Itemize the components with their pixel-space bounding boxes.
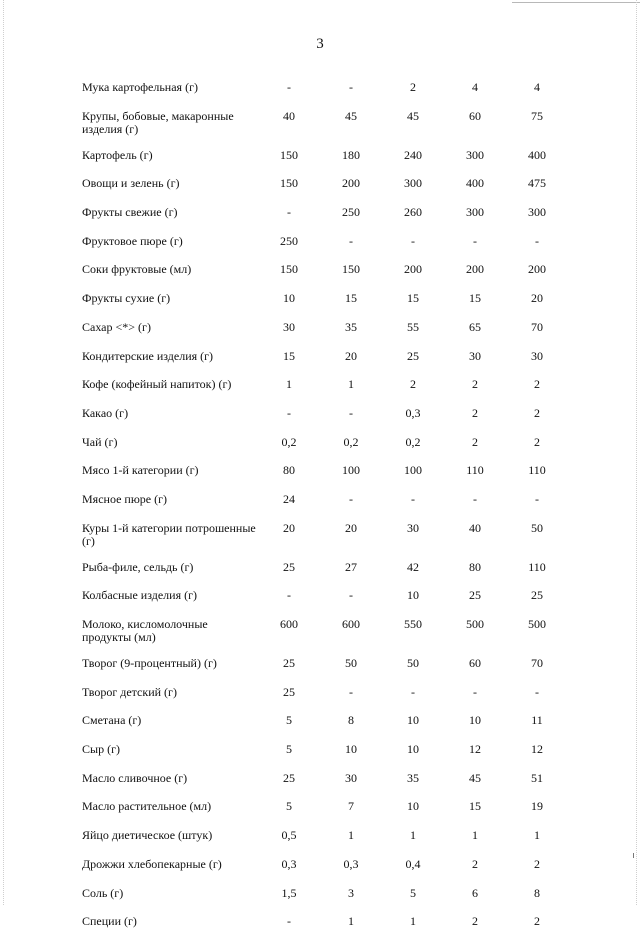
value-cell: - bbox=[535, 491, 539, 506]
value-cell: 110 bbox=[528, 559, 546, 574]
value-cell: 40 bbox=[469, 520, 481, 535]
value-cell: 0,2 bbox=[405, 434, 421, 449]
value-cell: 10 bbox=[345, 742, 357, 757]
value-cell: 30 bbox=[283, 319, 295, 334]
value-cell: 12 bbox=[531, 742, 543, 757]
table-row bbox=[82, 403, 568, 432]
value-cell: 2 bbox=[410, 80, 416, 94]
table-row bbox=[82, 518, 568, 557]
product-name-cell: Сметана (г) bbox=[82, 713, 142, 728]
value-cell: 3 bbox=[348, 885, 354, 900]
value-cell: 1 bbox=[348, 828, 354, 843]
value-cell: 80 bbox=[469, 559, 481, 574]
value-cell: - bbox=[473, 684, 477, 699]
table-row bbox=[82, 739, 568, 768]
value-cell: 100 bbox=[342, 463, 360, 478]
table-row bbox=[82, 585, 568, 614]
value-cell: 500 bbox=[466, 617, 484, 631]
value-cell: 24 bbox=[283, 491, 295, 506]
value-cell: 42 bbox=[407, 559, 419, 574]
product-name-cell: Творог (9-процентный) (г) bbox=[82, 656, 217, 670]
value-cell: 2 bbox=[534, 405, 540, 420]
value-cell: 110 bbox=[528, 463, 546, 478]
value-cell: 180 bbox=[342, 147, 360, 162]
value-cell: 15 bbox=[283, 348, 295, 363]
product-name-cell: Мука картофельная (г) bbox=[82, 80, 198, 94]
value-cell: 2 bbox=[534, 914, 540, 929]
product-name-cell: Сахар <*> (г) bbox=[82, 319, 151, 334]
value-cell: 5 bbox=[286, 799, 292, 814]
value-cell: 2 bbox=[472, 914, 478, 929]
value-cell: 150 bbox=[280, 147, 298, 162]
product-name-cell: Мясное пюре (г) bbox=[82, 491, 168, 506]
value-cell: 1 bbox=[348, 377, 354, 392]
value-cell: 10 bbox=[469, 713, 481, 728]
table-row bbox=[82, 557, 568, 586]
value-cell: 50 bbox=[531, 520, 543, 535]
value-cell: 400 bbox=[466, 176, 484, 191]
product-name-cell: Творог детский (г) bbox=[82, 684, 177, 699]
product-name-cell: Специи (г) bbox=[82, 914, 137, 929]
value-cell: 40 bbox=[283, 108, 295, 123]
value-cell: 10 bbox=[407, 742, 419, 757]
value-cell: 250 bbox=[342, 205, 360, 220]
value-cell: 30 bbox=[345, 770, 357, 785]
product-name-cell: Мясо 1-й категории (г) bbox=[82, 463, 199, 478]
value-cell: 30 bbox=[469, 348, 481, 363]
value-cell: 45 bbox=[469, 770, 481, 785]
value-cell: 1 bbox=[348, 914, 354, 929]
product-name-cell: Овощи и зелень (г) bbox=[82, 176, 180, 191]
value-cell: 45 bbox=[407, 108, 419, 123]
value-cell: 25 bbox=[469, 588, 481, 603]
value-cell: 50 bbox=[345, 656, 357, 670]
value-cell: 25 bbox=[531, 588, 543, 603]
value-cell: - bbox=[349, 491, 353, 506]
product-name-cell: Фрукты свежие (г) bbox=[82, 205, 178, 220]
value-cell: 2 bbox=[534, 377, 540, 392]
value-cell: 20 bbox=[345, 520, 357, 535]
value-cell: 550 bbox=[404, 617, 422, 631]
value-cell: 1,5 bbox=[281, 885, 297, 900]
value-cell: 110 bbox=[466, 463, 484, 478]
value-cell: 11 bbox=[531, 713, 543, 728]
value-cell: 8 bbox=[348, 713, 354, 728]
value-cell: 30 bbox=[407, 520, 419, 535]
value-cell: 15 bbox=[345, 291, 357, 306]
table-row bbox=[82, 911, 568, 940]
value-cell: 200 bbox=[342, 176, 360, 191]
value-cell: 0,4 bbox=[405, 856, 421, 871]
table-row bbox=[82, 854, 568, 883]
value-cell: 1 bbox=[534, 828, 540, 843]
value-cell: - bbox=[411, 491, 415, 506]
value-cell: 240 bbox=[404, 147, 422, 162]
value-cell: 200 bbox=[528, 262, 546, 277]
value-cell: 475 bbox=[528, 176, 546, 191]
value-cell: 0,2 bbox=[343, 434, 359, 449]
table-row bbox=[82, 288, 568, 317]
table-row bbox=[82, 317, 568, 346]
value-cell: 2 bbox=[472, 434, 478, 449]
value-cell: 10 bbox=[407, 713, 419, 728]
value-cell: - bbox=[287, 205, 291, 220]
value-cell: 45 bbox=[345, 108, 357, 123]
value-cell: 2 bbox=[472, 856, 478, 871]
value-cell: 5 bbox=[286, 713, 292, 728]
table-row bbox=[82, 106, 568, 145]
value-cell: 12 bbox=[469, 742, 481, 757]
value-cell: 150 bbox=[342, 262, 360, 277]
product-name-cell: Картофель (г) bbox=[82, 147, 153, 162]
value-cell: 600 bbox=[280, 617, 298, 631]
product-name-cell: Масло растительное (мл) bbox=[82, 799, 212, 814]
product-name-cell: Соль (г) bbox=[82, 885, 124, 900]
value-cell: 300 bbox=[528, 205, 546, 220]
product-name-cell: Кофе (кофейный напиток) (г) bbox=[82, 377, 232, 392]
value-cell: 55 bbox=[407, 319, 419, 334]
value-cell: 600 bbox=[342, 617, 360, 631]
table-body bbox=[82, 77, 568, 940]
value-cell: 4 bbox=[534, 80, 540, 94]
value-cell: 25 bbox=[283, 770, 295, 785]
product-name-cell: Колбасные изделия (г) bbox=[82, 588, 198, 603]
table-row bbox=[82, 346, 568, 375]
value-cell: - bbox=[535, 684, 539, 699]
table-row bbox=[82, 145, 568, 174]
value-cell: 4 bbox=[472, 80, 478, 94]
value-cell: 2 bbox=[472, 377, 478, 392]
value-cell: 0,2 bbox=[281, 434, 297, 449]
table-row bbox=[82, 374, 568, 403]
product-name-cell: Дрожжи хлебопекарные (г) bbox=[82, 856, 222, 871]
product-name-cell: Молоко, кисломолочные продукты (мл) bbox=[82, 617, 208, 644]
value-cell: 2 bbox=[534, 856, 540, 871]
value-cell: 500 bbox=[528, 617, 546, 631]
value-cell: 300 bbox=[466, 205, 484, 220]
value-cell: 15 bbox=[407, 291, 419, 306]
value-cell: 60 bbox=[469, 656, 481, 670]
value-cell: - bbox=[473, 233, 477, 248]
table-row bbox=[82, 489, 568, 518]
value-cell: 25 bbox=[407, 348, 419, 363]
value-cell: 2 bbox=[534, 434, 540, 449]
table-row bbox=[82, 231, 568, 260]
table-row bbox=[82, 710, 568, 739]
value-cell: 8 bbox=[534, 885, 540, 900]
food-norms-table bbox=[82, 77, 568, 940]
value-cell: - bbox=[287, 914, 291, 929]
value-cell: 0,3 bbox=[405, 405, 421, 420]
value-cell: 70 bbox=[531, 656, 543, 670]
product-name-cell: Яйцо диетическое (штук) bbox=[82, 828, 213, 843]
table-row bbox=[82, 682, 568, 711]
value-cell: 70 bbox=[531, 319, 543, 334]
value-cell: 260 bbox=[404, 205, 422, 220]
value-cell: 10 bbox=[283, 291, 295, 306]
table-row bbox=[82, 825, 568, 854]
value-cell: 25 bbox=[283, 656, 295, 670]
table-row bbox=[82, 653, 568, 682]
page-number: 3 bbox=[316, 36, 324, 52]
value-cell: 150 bbox=[280, 262, 298, 277]
value-cell: 30 bbox=[531, 348, 543, 363]
value-cell: 35 bbox=[345, 319, 357, 334]
value-cell: 7 bbox=[348, 799, 354, 814]
table-row bbox=[82, 796, 568, 825]
value-cell: - bbox=[473, 491, 477, 506]
value-cell: 35 bbox=[407, 770, 419, 785]
product-name-cell: Какао (г) bbox=[82, 405, 129, 420]
value-cell: 6 bbox=[472, 885, 478, 900]
value-cell: 1 bbox=[410, 914, 416, 929]
table-row bbox=[82, 259, 568, 288]
table-row bbox=[82, 202, 568, 231]
value-cell: 65 bbox=[469, 319, 481, 334]
value-cell: - bbox=[411, 233, 415, 248]
product-name-cell: Рыба-филе, сельдь (г) bbox=[82, 559, 194, 574]
top-edge-rule bbox=[512, 2, 640, 3]
value-cell: 10 bbox=[407, 799, 419, 814]
value-cell: 27 bbox=[345, 559, 357, 574]
value-cell: 2 bbox=[472, 405, 478, 420]
value-cell: 51 bbox=[531, 770, 543, 785]
value-cell: 25 bbox=[283, 559, 295, 574]
value-cell: 80 bbox=[283, 463, 295, 478]
right-margin-dots bbox=[636, 0, 637, 905]
value-cell: 60 bbox=[469, 108, 481, 123]
value-cell: 15 bbox=[469, 291, 481, 306]
value-cell: 0,3 bbox=[343, 856, 359, 871]
table-row bbox=[82, 768, 568, 797]
value-cell: 0,5 bbox=[281, 828, 297, 843]
value-cell: 300 bbox=[404, 176, 422, 191]
table-row bbox=[82, 883, 568, 912]
value-cell: 300 bbox=[466, 147, 484, 162]
value-cell: 50 bbox=[407, 656, 419, 670]
product-name-cell: Куры 1-й категории потрошенные (г) bbox=[82, 520, 256, 548]
value-cell: 250 bbox=[280, 233, 298, 248]
value-cell: 75 bbox=[531, 108, 543, 123]
value-cell: 0,3 bbox=[281, 856, 297, 871]
value-cell: 10 bbox=[407, 588, 419, 603]
value-cell: 1 bbox=[472, 828, 478, 843]
margin-tick-mark bbox=[633, 853, 634, 858]
product-name-cell: Соки фруктовые (мл) bbox=[82, 262, 192, 277]
value-cell: 15 bbox=[469, 799, 481, 814]
value-cell: 200 bbox=[404, 262, 422, 277]
value-cell: 5 bbox=[286, 742, 292, 757]
value-cell: - bbox=[349, 80, 353, 94]
value-cell: 25 bbox=[283, 684, 295, 699]
value-cell: 150 bbox=[280, 176, 298, 191]
left-margin-dots bbox=[3, 0, 4, 905]
value-cell: 20 bbox=[531, 291, 543, 306]
value-cell: - bbox=[535, 233, 539, 248]
value-cell: - bbox=[349, 233, 353, 248]
value-cell: 1 bbox=[410, 828, 416, 843]
value-cell: 19 bbox=[531, 799, 543, 814]
table-row bbox=[82, 173, 568, 202]
value-cell: - bbox=[411, 684, 415, 699]
value-cell: 200 bbox=[466, 262, 484, 277]
value-cell: - bbox=[349, 405, 353, 420]
value-cell: - bbox=[287, 588, 291, 603]
table-row bbox=[82, 460, 568, 489]
value-cell: 100 bbox=[404, 463, 422, 478]
value-cell: 5 bbox=[410, 885, 416, 900]
product-name-cell: Фруктовое пюре (г) bbox=[82, 233, 183, 248]
product-name-cell: Чай (г) bbox=[82, 434, 118, 449]
value-cell: 20 bbox=[283, 520, 295, 535]
value-cell: 20 bbox=[345, 348, 357, 363]
product-name-cell: Кондитерские изделия (г) bbox=[82, 348, 214, 363]
value-cell: 1 bbox=[286, 377, 292, 392]
product-name-cell: Сыр (г) bbox=[82, 742, 120, 757]
product-name-cell: Фрукты сухие (г) bbox=[82, 291, 171, 306]
table-row bbox=[82, 614, 568, 653]
product-name-cell: Масло сливочное (г) bbox=[82, 770, 188, 785]
product-name-cell: Крупы, бобовые, макаронные изделия (г) bbox=[82, 108, 234, 136]
value-cell: 2 bbox=[410, 377, 416, 392]
value-cell: - bbox=[349, 684, 353, 699]
value-cell: 400 bbox=[528, 147, 546, 162]
value-cell: - bbox=[287, 80, 291, 94]
value-cell: - bbox=[287, 405, 291, 420]
value-cell: - bbox=[349, 588, 353, 603]
table-row bbox=[82, 77, 568, 106]
table-row bbox=[82, 432, 568, 461]
